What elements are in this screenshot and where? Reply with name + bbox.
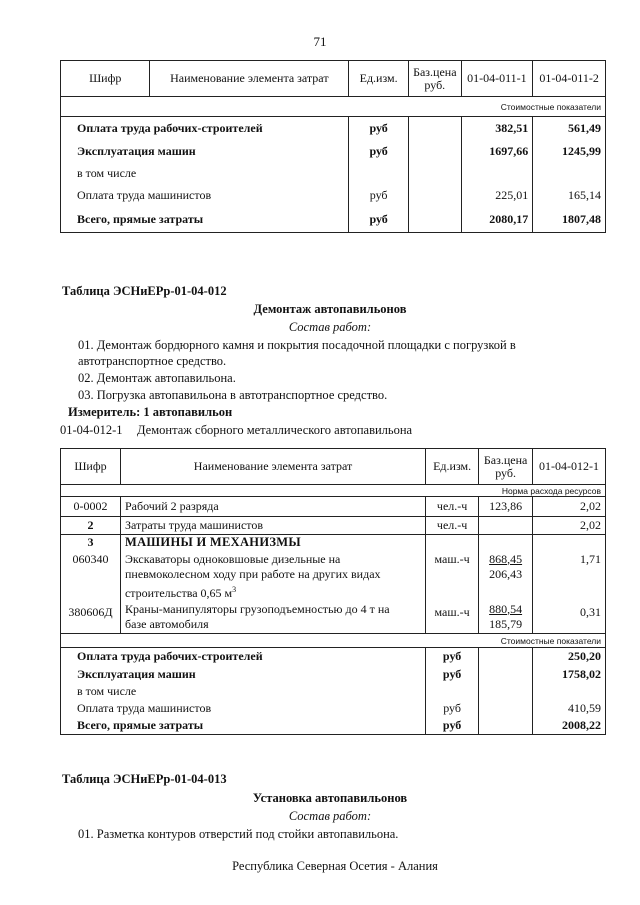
section-norm-label: Норма расхода ресурсов	[61, 485, 606, 497]
cost-table-1	[60, 60, 606, 233]
table-row: Всего, прямые затраты руб 2080,17 1807,48	[61, 207, 606, 233]
composition-label-012: Состав работ:	[288, 320, 372, 334]
work-line: 01. Разметка контуров отверстий под стойки автопавильона.	[78, 827, 399, 841]
table-row: в том числе	[61, 683, 606, 700]
header-code: Шифр	[61, 449, 121, 485]
table-row: 380606Д Краны-манипуляторы грузоподъемностью до 4 т на базе автомобиля маш.-ч 880,54 185,79 0,31	[61, 601, 606, 634]
page-footer: Республика Северная Осетия - Алания	[232, 859, 438, 873]
table-row: 2 Затраты труда машинистов чел.-ч 2,02	[61, 517, 606, 535]
table-row: Оплата труда машинистов руб 225,01 165,14	[61, 185, 606, 207]
section-cost-label: Стоимостные показатели	[61, 97, 606, 117]
header-code: Шифр	[61, 61, 150, 97]
header-unit: Ед.изм.	[349, 61, 409, 97]
section-cost-label: Стоимостные показатели	[61, 634, 606, 648]
item-name: Демонтаж сборного металлического автопавильона	[137, 423, 413, 437]
table-row: Эксплуатация машин руб 1697,66 1245,99	[61, 141, 606, 163]
table-row: Всего, прямые затраты руб 2008,22	[61, 717, 606, 735]
header-name: Наименование элемента затрат	[150, 61, 349, 97]
composition-label-013: Состав работ:	[288, 809, 372, 823]
table-title-013: Таблица ЭСНиЕРр-01-04-013	[62, 772, 227, 786]
table-row: Оплата труда рабочих-строителей руб 250,20	[61, 648, 606, 666]
header-col1: 01-04-012-1	[533, 449, 606, 485]
page-number: 71	[313, 34, 327, 49]
work-line: 02. Демонтаж автопавильона.	[78, 371, 236, 385]
measure-unit: Измеритель: 1 автопавильон	[68, 405, 233, 419]
work-line: 01. Демонтаж бордюрного камня и покрытия посадочной площадки с погрузкой в	[78, 338, 516, 352]
header-col1: 01-04-011-1	[461, 61, 533, 97]
header-unit: Ед.изм.	[426, 449, 479, 485]
section-heading-013: Установка автопавильонов	[252, 791, 408, 805]
work-line: автотранспортное средство.	[78, 354, 227, 368]
table-row: Оплата труда рабочих-строителей руб 382,51 561,49	[61, 117, 606, 141]
table-row: 3 МАШИНЫ И МЕХАНИЗМЫ	[61, 535, 606, 551]
table-row: 0-0002 Рабочий 2 разряда чел.-ч 123,86 2,02	[61, 497, 606, 517]
item-code: 01-04-012-1	[60, 423, 123, 437]
work-line: 03. Погрузка автопавильона в автотранспортное средство.	[78, 388, 388, 402]
table-row: Эксплуатация машин руб 1758,02	[61, 666, 606, 683]
header-base-price: Баз.цена руб.	[409, 61, 461, 97]
header-base-price: Баз.цена руб.	[479, 449, 533, 485]
resource-table-2	[60, 448, 606, 735]
table-row: 060340 Экскаваторы одноковшовые дизельные на пневмоколесном ходу при работе на других видах строительства 0,65 $м^3$ маш.-ч 868,45 206,43 1,71	[61, 551, 606, 601]
table-title-012: Таблица ЭСНиЕРр-01-04-012	[62, 284, 227, 298]
table-row: в том числе	[61, 163, 606, 185]
section-heading-012: Демонтаж автопавильонов	[253, 302, 407, 316]
table-row: Оплата труда машинистов руб 410,59	[61, 700, 606, 717]
header-name: Наименование элемента затрат	[120, 449, 425, 485]
header-col2: 01-04-011-2	[533, 61, 606, 97]
